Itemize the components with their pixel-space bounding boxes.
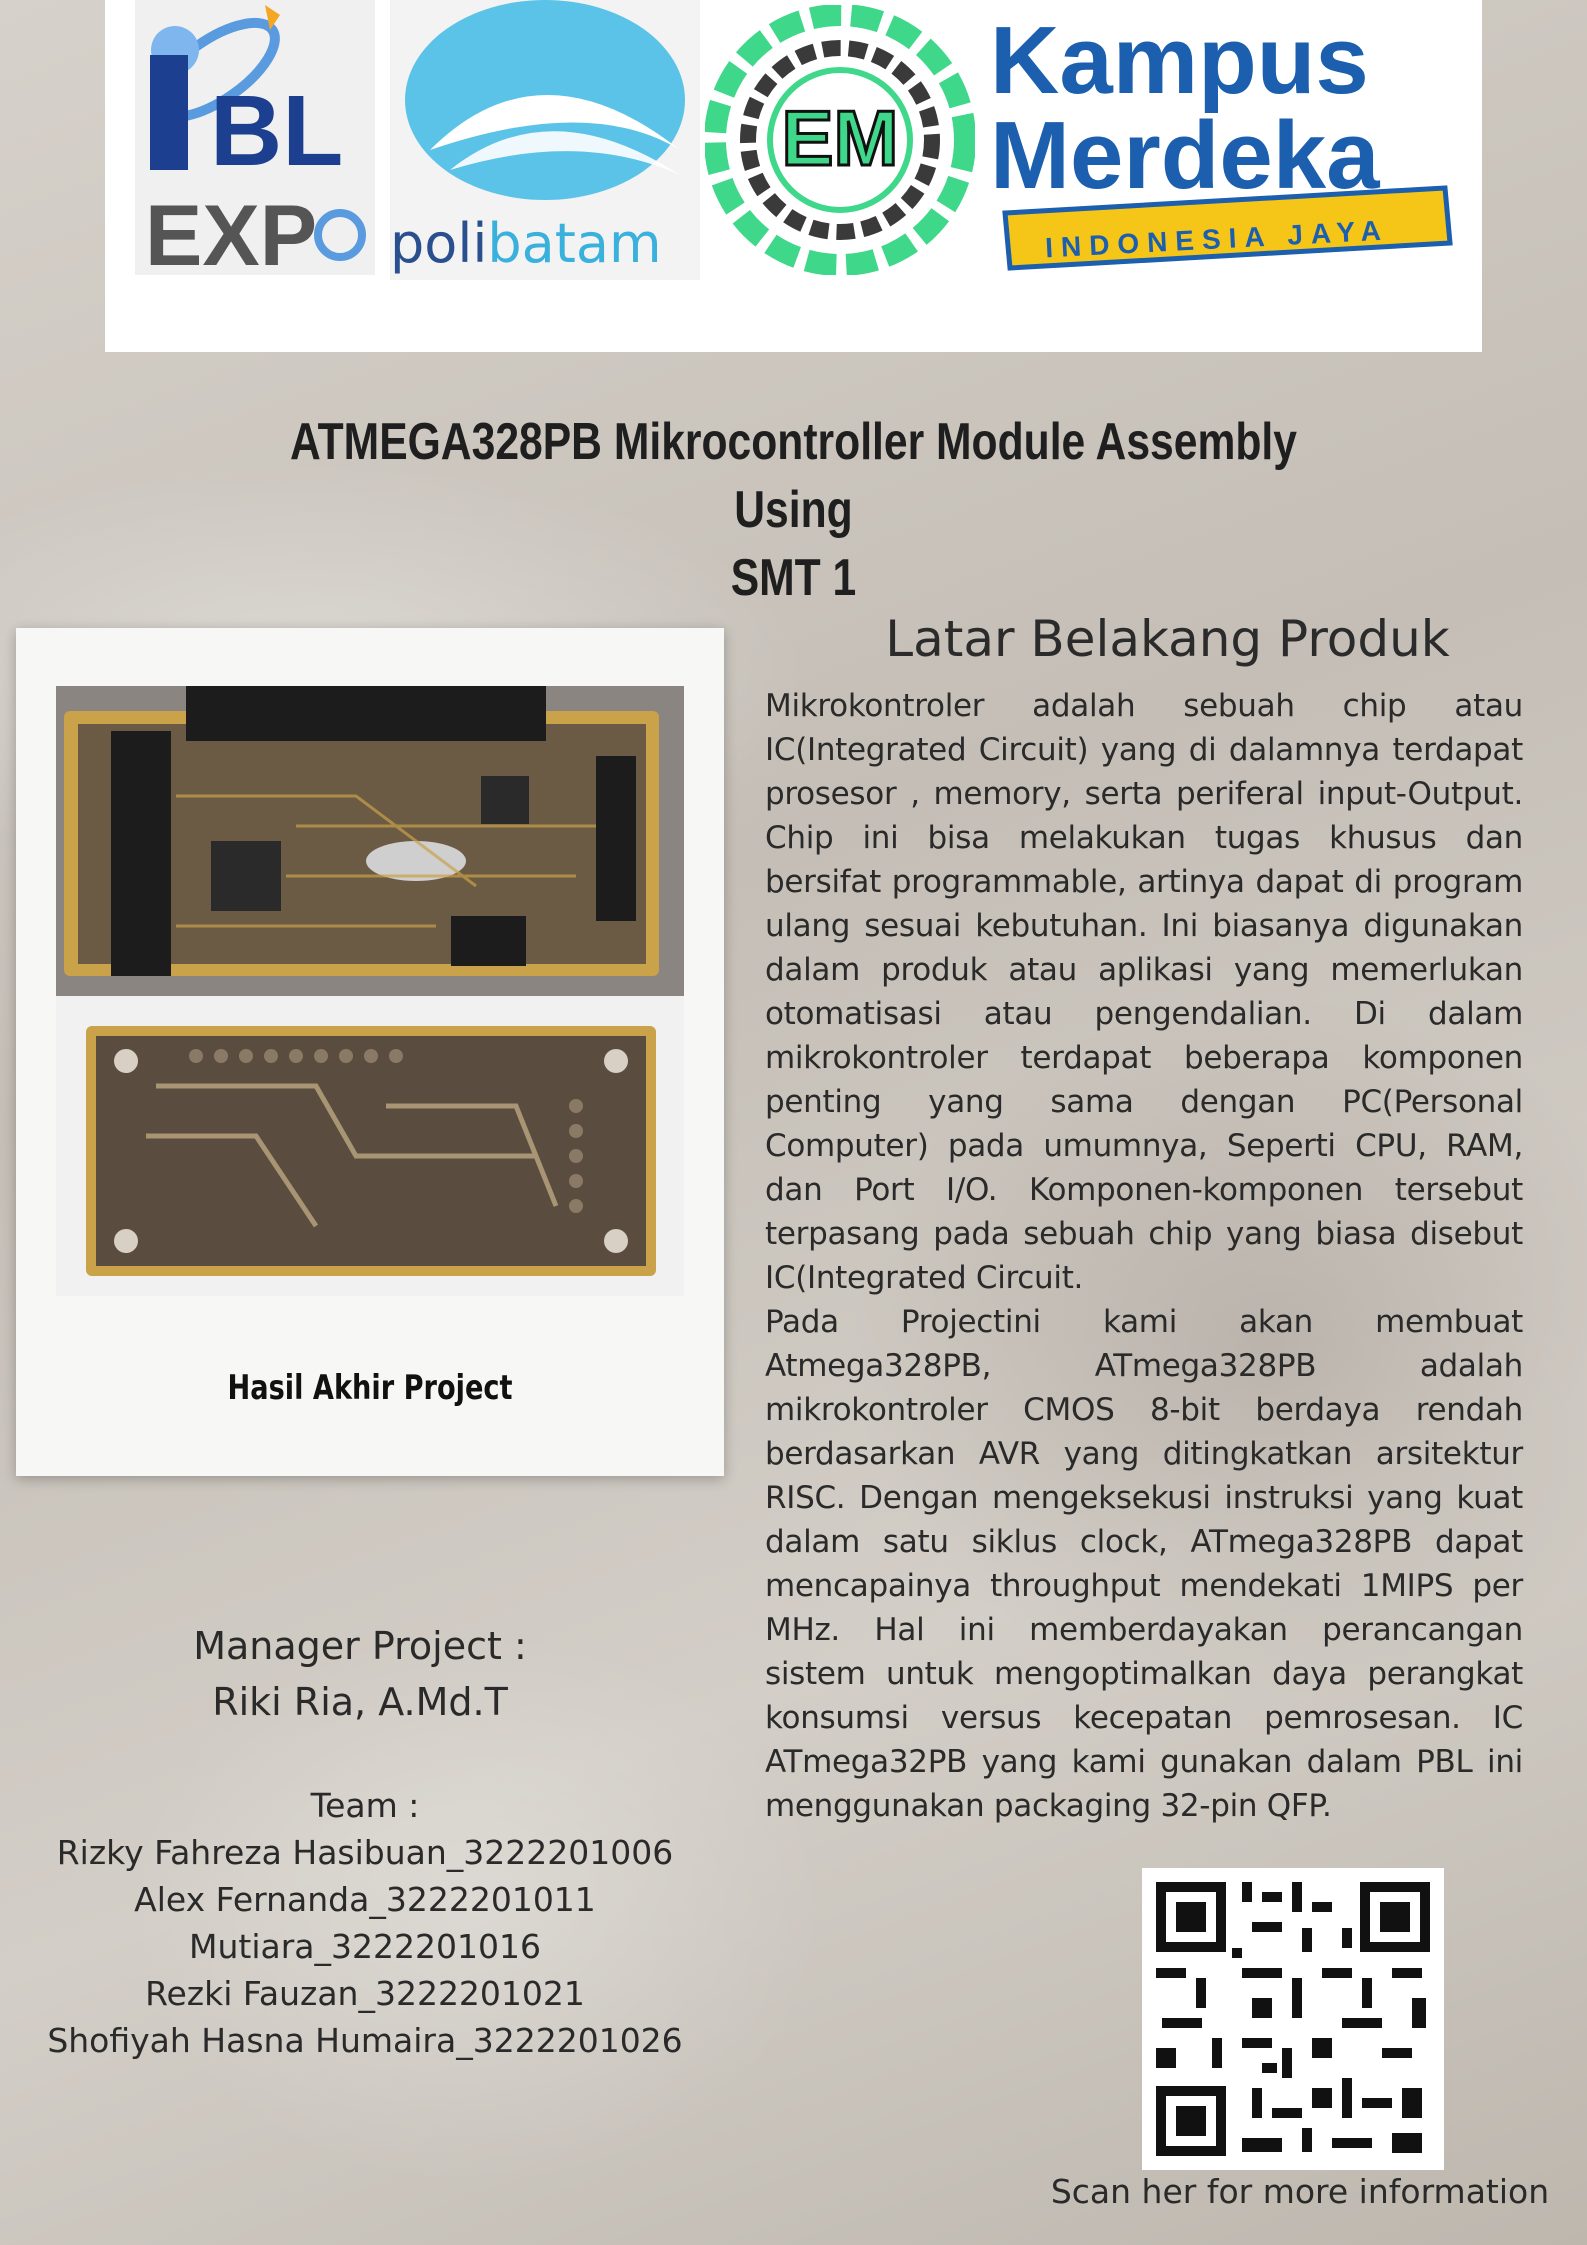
team-member: Rizky Fahreza Hasibuan_3222201006 (56, 1833, 674, 1872)
qr-caption: Scan her for more information (1050, 2172, 1550, 2211)
pbl-expo-logo (135, 0, 375, 275)
pcb-photo (56, 686, 684, 1296)
svg-text:polibatam (390, 212, 662, 275)
manager-name: Riki Ria, A.Md.T (212, 1680, 508, 1724)
em-text: EM (781, 94, 899, 182)
poli-text: poli (390, 212, 488, 275)
page-title (241, 408, 1346, 612)
em-logo (705, 5, 975, 275)
manager-block (80, 1618, 640, 1730)
team-member: Shofiyah Hasna Humaira_3222201026 (47, 2021, 683, 2060)
team-member: Mutiara_3222201016 (189, 1927, 541, 1966)
expo-text: EXP (145, 188, 318, 275)
photo-caption: Hasil Akhir Project (227, 1368, 513, 1408)
kampus-text: Kampus (990, 8, 1369, 114)
title-line-1: ATMEGA328PB Mikrocontroller Module Assembly Using (290, 413, 1297, 539)
background-description (765, 684, 1523, 1828)
qr-code[interactable] (1142, 1868, 1444, 2170)
paragraph-1: Mikrokontroler adalah sebuah chip atau IC(Integrated Circuit) yang di dalamnya terdapat prosesor , memory, serta periferal input-Output. Chip ini bisa melakukan tugas khusus dan bersifat programmable, artinya dapat di program ulang sesuai kebutuhan. Ini biasanya digunakan dalam produk atau aplikasi yang memerlukan otomatisasi atau pengendalian. Di dalam mikrokontroler terdapat beberapa komponen penting yang sama dengan PC(Personal Computer) pada umumnya, Seperti CPU, RAM, dan Port I/O. Komponen-komponen tersebut terpasang pada sebuah chip yang biasa disebut IC(Integrated Circuit. (765, 688, 1523, 1296)
logo-header (105, 0, 1482, 352)
pbl-text: BL (210, 75, 344, 187)
manager-label: Manager Project : (193, 1624, 527, 1668)
kampus-merdeka-logo (985, 8, 1465, 273)
project-photo-card (16, 628, 724, 1476)
team-block (20, 1782, 710, 2064)
team-member: Alex Fernanda_3222201011 (134, 1880, 596, 1919)
team-label: Team : (310, 1786, 420, 1825)
title-line-2: SMT 1 (730, 549, 857, 607)
polibatam-logo (390, 0, 700, 280)
team-member: Rezki Fauzan_3222201021 (145, 1974, 585, 2013)
merdeka-text: Merdeka (990, 102, 1380, 209)
qr-code-icon (1142, 1868, 1444, 2170)
indonesia-jaya-text: INDONESIA JAYA (1044, 214, 1390, 264)
batam-text: batam (487, 212, 662, 275)
section-title: Latar Belakang Produk (885, 610, 1450, 668)
paragraph-2: Pada Projectini kami akan membuat Atmega328PB, ATmega328PB adalah mikrokontroler CMOS 8-bit berdaya rendah berdasarkan AVR yang ditingkatkan arsitektur RISC. Dengan mengeksekusi instruksi yang kuat dalam satu siklus clock, ATmega328PB dapat mencapainya throughput mendekati 1MIPS per MHz. Hal ini memberdayakan perancangan sistem untuk mengoptimalkan daya perangkat konsumsi versus kecepatan pemrosesan. IC ATmega32PB yang kami gunakan dalam PBL ini menggunakan packaging 32-pin QFP. (765, 1304, 1523, 1824)
